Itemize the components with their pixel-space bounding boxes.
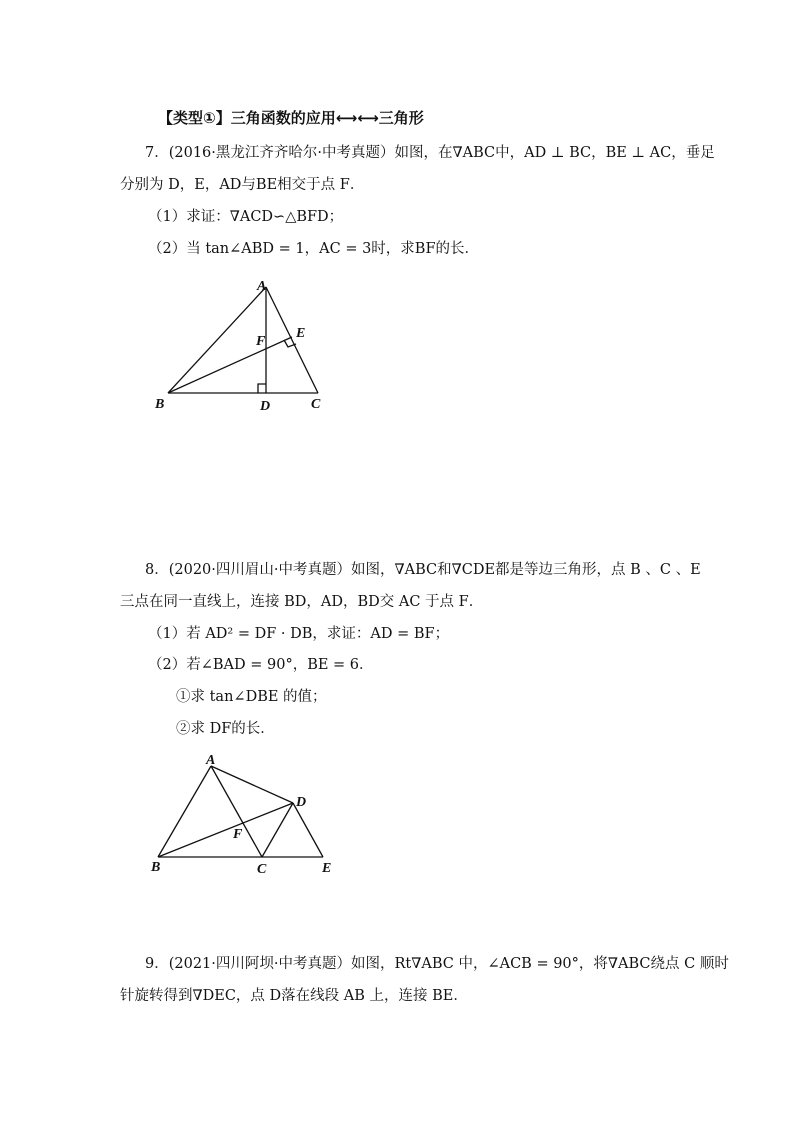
problem-8-line-2: 三点在同一直线上，连接 BD，AD，BD交 AC 于点 F． (120, 594, 484, 610)
fig8-label-b: B (151, 860, 161, 875)
fig8-label-e: E (322, 861, 332, 876)
fig7-label-c: C (311, 397, 321, 412)
problem-8-line-1: 8．(2020·四川眉山·中考真题）如图，∇ABC和∇CDE都是等边三角形，点 B 、C 、E (145, 562, 701, 578)
problem-9-line-1: 9．(2021·四川阿坝·中考真题）如图，Rt∇ABC 中，∠ACB = 90°，将∇ABC绕点 C 顺时 (145, 956, 729, 972)
problem-8-sub-1: ①求 tan∠DBE 的值； (176, 689, 327, 705)
problem-7-line-1: 7．(2016·黑龙江齐齐哈尔·中考真题）如图，在∇ABC中，AD ⊥ BC，BE ⊥ AC，垂足 (145, 145, 715, 161)
fig7-label-b: B (155, 397, 165, 412)
fig7-label-e: E (296, 326, 306, 341)
fig7-label-f: F (256, 334, 266, 349)
problem-7-part-1: （1）求证：∇ACD∽△BFD； (148, 209, 344, 225)
problem-7-line-2: 分别为 D，E，AD与BE相交于点 F． (120, 177, 365, 193)
fig8-label-a: A (206, 753, 216, 768)
problem-8-part-1: （1）若 AD² = DF · DB，求证：AD = BF； (148, 626, 450, 642)
fig8-label-d: D (296, 795, 307, 810)
fig8-label-f: F (233, 827, 243, 842)
fig7-label-a: A (257, 279, 267, 294)
problem-8-part-2: （2）若∠BAD = 90°，BE = 6． (148, 657, 374, 673)
problem-7-part-2: （2）当 tan∠ABD = 1，AC = 3时，求BF的长． (148, 241, 480, 257)
fig8-label-c: C (257, 862, 267, 877)
problem-8-sub-2: ②求 DF的长． (176, 721, 275, 737)
problem-9-line-2: 针旋转得到∇DEC，点 D落在线段 AB 上，连接 BE． (120, 988, 468, 1004)
fig7-label-d: D (260, 399, 271, 414)
section-heading: 【类型①】三角函数的应用⟷⟷三角形 (158, 109, 424, 127)
